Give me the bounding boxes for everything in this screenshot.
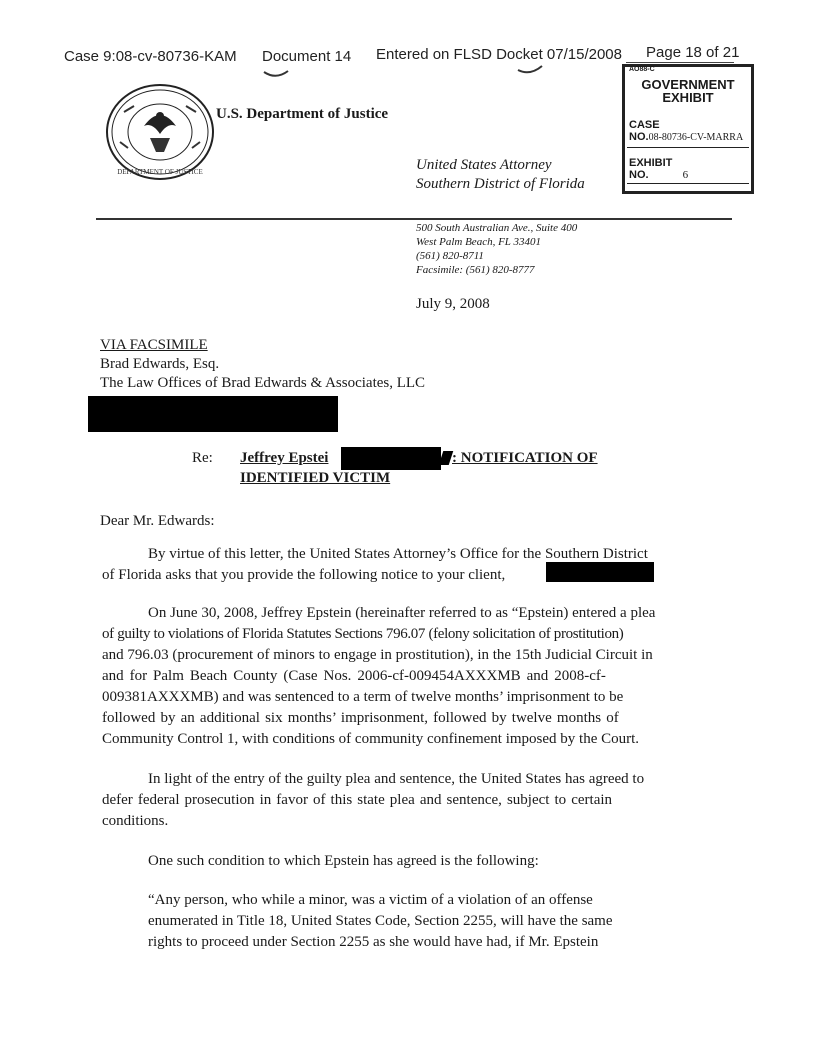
stamp-case-label: CASE [629,119,660,131]
paragraph-line: In light of the entry of the guilty plea and sentence, the United States has agreed to [148,771,645,787]
stamp-exhibit-number: NO. 6 [629,169,689,181]
re-subject-name: Jeffrey Epstei [240,450,329,466]
paragraph-line: 009381AXXXMB) and was sentenced to a term of twelve months’ imprisonment to be [102,689,624,705]
recipient-name: Brad Edwards, Esq. [100,356,220,372]
document-number: Document 14 [262,48,352,65]
re-subject-line2: IDENTIFIED VICTIM [240,470,391,486]
agency-name: U.S. Department of Justice [216,106,389,122]
letter-date: July 9, 2008 [416,296,490,312]
paragraph-line: of guilty to violations of Florida Statutes Sections 796.07 (felony solicitation of prostitution) [102,626,624,642]
quote-line: enumerated in Title 18, United States Code, Section 2255, will have the same [148,913,613,929]
doj-seal-icon [104,82,216,182]
paragraph-line: Community Control 1, with conditions of community confinement imposed by the Court. [102,731,640,747]
paragraph-line: and 796.03 (procurement of minors to engage in prostitution), in the 15th Judicial Circuit in [102,647,653,663]
stamp-code: AO88-C [629,66,655,73]
paragraph-line: and for Palm Beach County (Case Nos. 2006-cf-009454AXXXMB and 2008-cf- [102,668,606,684]
re-subject: : NOTIFICATION OF [452,450,598,466]
address-block [416,221,577,277]
stamp-case-number: NO.08-80736-CV-MARRA [629,131,744,143]
address-street: 500 South Australian Ave., Suite 400 [416,222,578,234]
address-city: West Palm Beach, FL 33401 [416,236,541,248]
paragraph-line: conditions. [102,813,169,829]
stamp-title: GOVERNMENT EXHIBIT [641,77,735,105]
office-line2: Southern District of Florida [416,176,585,192]
page-underline [626,62,734,63]
paragraph-line: of Florida asks that you provide the following notice to your client, [102,567,506,583]
address-fax: Facsimile: (561) 820-8777 [416,264,535,276]
office-line1: United States Attorney [416,157,552,173]
docket-entry: Entered on FLSD Docket 07/15/2008 [376,46,622,63]
case-number: Case 9:08-cv-80736-KAM [64,48,237,65]
redaction-block [341,447,441,470]
redaction-block [546,562,654,582]
header-divider [96,218,732,220]
stamp-exhibit-label: EXHIBIT [629,157,673,169]
government-exhibit-stamp [622,64,754,194]
paragraph-line: One such condition to which Epstein has agreed is the following: [148,853,539,869]
paragraph-line: defer federal prosecution in favor of this state plea and sentence, subject to certain [102,792,613,808]
address-phone: (561) 820-8711 [416,250,484,262]
recipient-block [100,336,425,393]
salutation: Dear Mr. Edwards: [100,513,215,529]
re-label: Re: [192,450,213,466]
scan-mark [262,68,292,80]
paragraph-line: By virtue of this letter, the United States Attorney’s Office for the Southern District [148,546,648,562]
page-number: Page 18 of 21 [646,44,740,61]
scan-mark [516,64,546,76]
quote-line: rights to proceed under Section 2255 as she would have had, if Mr. Epstein [148,934,599,950]
office-block [416,156,585,194]
quote-line: “Any person, who while a minor, was a victim of a violation of an offense [148,892,593,908]
delivery-method: VIA FACSIMILE [100,337,208,353]
paragraph-line: On June 30, 2008, Jeffrey Epstein (hereinafter referred to as “Epstein) entered a plea [148,605,656,621]
paragraph-line: followed by an additional six months’ imprisonment, followed by twelve months of [102,710,619,726]
recipient-firm: The Law Offices of Brad Edwards & Associates, LLC [100,375,426,391]
redaction-block [88,396,338,432]
seal-text: DEPARTMENT OF JUSTICE [117,168,203,176]
